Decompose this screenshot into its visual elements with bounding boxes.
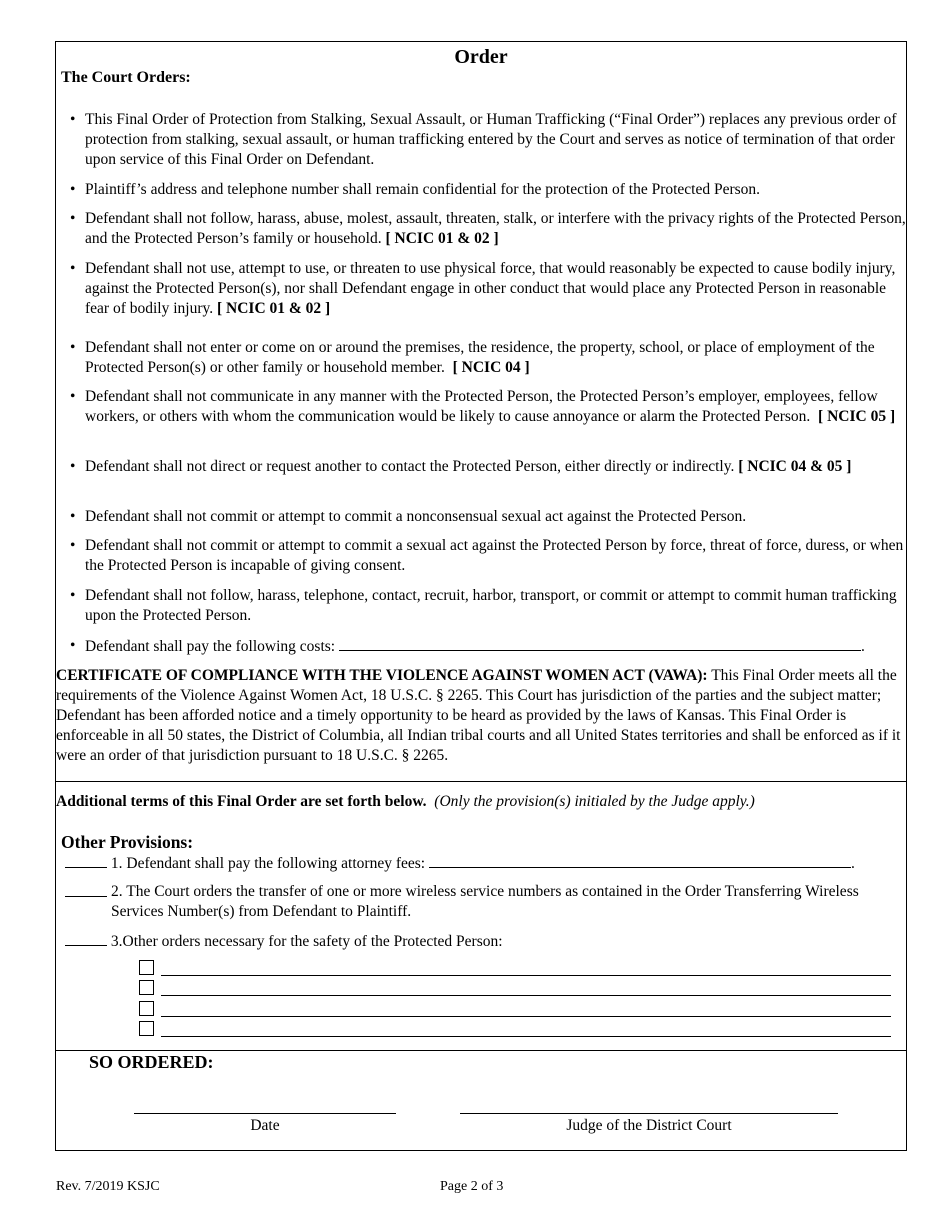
vawa-heading: CERTIFICATE OF COMPLIANCE WITH THE VIOLENCE AGAINST WOMEN ACT (VAWA):	[56, 667, 708, 684]
bullet-icon: •	[70, 111, 76, 128]
other-order-line	[139, 1001, 891, 1017]
costs-field[interactable]	[339, 636, 861, 651]
checkbox[interactable]	[139, 1001, 154, 1016]
initial-field[interactable]	[65, 931, 107, 946]
section-heading: The Court Orders:	[61, 69, 191, 86]
order-item	[70, 586, 906, 626]
bullet-icon: •	[70, 260, 76, 277]
bullet-icon: •	[70, 587, 76, 604]
bullet-icon: •	[70, 388, 76, 405]
order-text: Defendant shall not enter or come on or around the premises, the residence, the property, school, or place of employment of the Protected Person(s) or other family or household member.	[85, 339, 875, 376]
order-form-box	[55, 41, 907, 1151]
judge-signature-line[interactable]	[460, 1113, 838, 1114]
other-order-field[interactable]	[161, 975, 891, 976]
provision-item	[65, 882, 895, 922]
bullet-icon: •	[70, 210, 76, 227]
ncic-code: [ NCIC 05 ]	[818, 408, 896, 425]
vawa-body: This Final Order meets all the requirements of the Violence Against Women Act, 18 U.S.C. § 2265. This Court has jurisdiction of the parties and the subject matter; Defendant has been afforded notice and a timely opportunity to be heard as provided by the laws of Kansas. This Final Order is enforceable in all 50 states, the District of Columbia, all Indian tribal courts and all United States territories and shall be enforced as if it were an order of that jurisdiction pursuant to 18 U.S.C. § 2265.	[56, 667, 901, 764]
order-text: Defendant shall not follow, harass, abuse, molest, assault, threaten, stalk, or interfere with the privacy rights of the Protected Person, and the Protected Person’s family or household.	[85, 210, 906, 247]
bullet-icon: •	[70, 181, 76, 198]
order-item	[70, 387, 906, 427]
ncic-code: [ NCIC 04 ]	[452, 359, 530, 376]
other-order-line	[139, 1021, 891, 1037]
bullet-icon: •	[70, 339, 76, 356]
order-item	[70, 110, 906, 170]
provision-text: 2. The Court orders the transfer of one or more wireless service numbers as contained in the Order Transferring Wireless Services Number(s) from Defendant to Plaintiff.	[111, 883, 859, 920]
ncic-code: [ NCIC 01 & 02 ]	[385, 230, 499, 247]
costs-label: Defendant shall pay the following costs:	[85, 638, 336, 655]
other-order-field[interactable]	[161, 1036, 891, 1037]
order-text: Defendant shall not communicate in any manner with the Protected Person, the Protected Person’s employer, employees, fellow workers, or others with whom the communication would be likely to cause annoyance or alarm the Protected Person.	[85, 388, 878, 425]
order-item	[70, 259, 906, 319]
bullet-icon: •	[70, 537, 76, 554]
additional-terms-bold: Additional terms of this Final Order are set forth below.	[56, 793, 427, 810]
order-text: Plaintiff’s address and telephone number shall remain confidential for the protection of the Protected Person.	[85, 181, 761, 198]
other-provisions-title: Other Provisions:	[61, 832, 194, 852]
order-item	[70, 338, 906, 378]
bullet-icon: •	[70, 458, 76, 475]
provision-item	[65, 931, 895, 952]
date-signature-line[interactable]	[134, 1113, 396, 1114]
initial-field[interactable]	[65, 853, 107, 868]
additional-terms	[56, 793, 755, 811]
provision-item: 1. Defendant shall pay the following attorney fees: .	[65, 853, 895, 874]
order-text: This Final Order of Protection from Stalking, Sexual Assault, or Human Trafficking (“Final Order”) replaces any previous order of protection from stalking, sexual assault, or human trafficking entered by the Court and serves as notice of termination of that order upon service of this Final Order on Defendant.	[85, 111, 897, 168]
additional-terms-note: (Only the provision(s) initialed by the Judge apply.)	[434, 793, 755, 810]
other-order-line	[139, 960, 891, 976]
checkbox[interactable]	[139, 1021, 154, 1036]
revision-footer: Rev. 7/2019 KSJC	[56, 1179, 160, 1194]
order-item	[70, 536, 906, 576]
other-order-field[interactable]	[161, 995, 891, 996]
provision-text: 1. Defendant shall pay the following attorney fees:	[110, 855, 426, 872]
order-text: Defendant shall not commit or attempt to commit a nonconsensual sexual act against the Protected Person.	[85, 508, 747, 525]
bullet-icon: •	[70, 508, 76, 525]
order-item	[70, 457, 906, 477]
so-ordered-heading: SO ORDERED:	[89, 1052, 214, 1072]
order-item	[70, 507, 906, 527]
order-item	[70, 180, 906, 200]
checkbox[interactable]	[139, 960, 154, 975]
order-text: Defendant shall not use, attempt to use, or threaten to use physical force, that would reasonably be expected to cause bodily injury, against the Protected Person(s), nor shall Defendant engage in other conduct that would place any Protected Person in reasonable fear of bodily injury.	[85, 260, 896, 317]
order-item	[70, 209, 906, 249]
date-label: Date	[250, 1117, 280, 1134]
provision-text: 3.Other orders necessary for the safety of the Protected Person:	[110, 933, 503, 950]
ncic-code: [ NCIC 01 & 02 ]	[217, 300, 331, 317]
checkbox[interactable]	[139, 980, 154, 995]
ncic-code: [ NCIC 04 & 05 ]	[738, 458, 852, 475]
initial-field[interactable]	[65, 882, 107, 897]
page-title: Order	[454, 46, 508, 68]
judge-label: Judge of the District Court	[566, 1117, 732, 1134]
divider	[56, 781, 906, 782]
order-text: Defendant shall not direct or request another to contact the Protected Person, either directly or indirectly.	[85, 458, 735, 475]
attorney-fees-field[interactable]	[429, 853, 851, 868]
divider	[56, 1050, 906, 1051]
other-order-line	[139, 980, 891, 996]
vawa-certificate	[56, 666, 906, 766]
order-text: Defendant shall not commit or attempt to commit a sexual act against the Protected Person by force, threat of force, duress, or when the Protected Person is incapable of giving consent.	[85, 537, 904, 574]
other-order-field[interactable]	[161, 1016, 891, 1017]
costs-item: • Defendant shall pay the following costs: .	[70, 637, 865, 655]
page-number: Page 2 of 3	[440, 1179, 504, 1194]
bullet-icon: •	[70, 637, 76, 654]
order-text: Defendant shall not follow, harass, telephone, contact, recruit, harbor, transport, or commit or attempt to commit human trafficking upon the Protected Person.	[85, 587, 897, 624]
